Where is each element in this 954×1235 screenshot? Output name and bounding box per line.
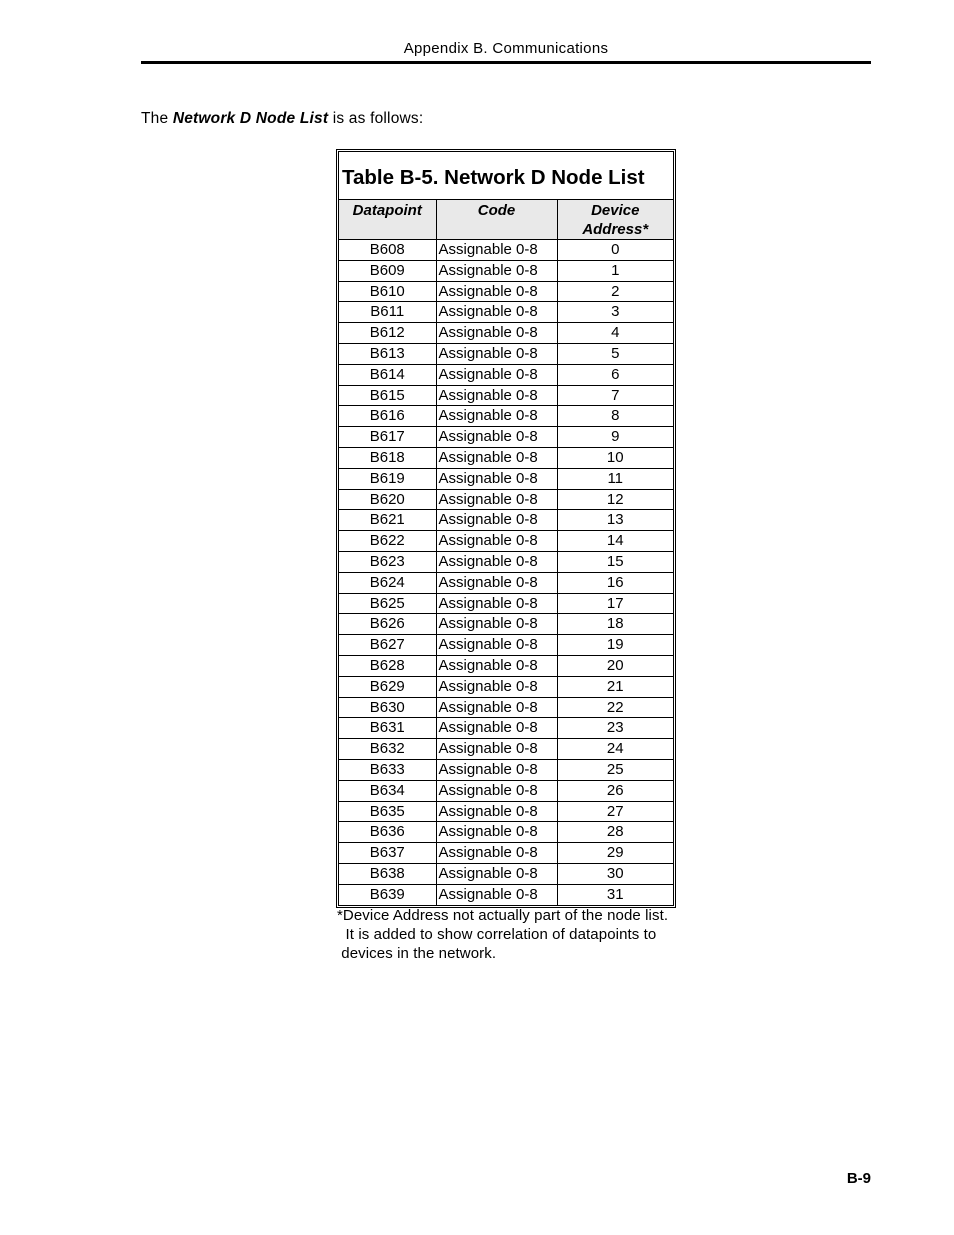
cell-code: Assignable 0-8 bbox=[436, 385, 557, 406]
table-body bbox=[339, 240, 673, 905]
cell-datapoint: B612 bbox=[339, 323, 436, 344]
cell-datapoint: B637 bbox=[339, 843, 436, 864]
cell-datapoint: B620 bbox=[339, 489, 436, 510]
cell-code: Assignable 0-8 bbox=[436, 531, 557, 552]
table-row bbox=[339, 240, 673, 261]
table-row bbox=[339, 572, 673, 593]
cell-datapoint: B635 bbox=[339, 801, 436, 822]
cell-device-address: 9 bbox=[557, 427, 673, 448]
cell-datapoint: B610 bbox=[339, 281, 436, 302]
cell-code: Assignable 0-8 bbox=[436, 343, 557, 364]
cell-code: Assignable 0-8 bbox=[436, 468, 557, 489]
table-row bbox=[339, 759, 673, 780]
table-row bbox=[339, 385, 673, 406]
table-header-row bbox=[339, 200, 673, 240]
cell-device-address: 19 bbox=[557, 635, 673, 656]
page-number: B-9 bbox=[846, 1170, 871, 1187]
cell-code: Assignable 0-8 bbox=[436, 884, 557, 904]
cell-code: Assignable 0-8 bbox=[436, 406, 557, 427]
cell-device-address: 30 bbox=[557, 863, 673, 884]
cell-code: Assignable 0-8 bbox=[436, 635, 557, 656]
cell-datapoint: B608 bbox=[339, 240, 436, 261]
table-row bbox=[339, 635, 673, 656]
intro-before: The bbox=[141, 110, 173, 127]
cell-code: Assignable 0-8 bbox=[436, 739, 557, 760]
cell-device-address: 12 bbox=[557, 489, 673, 510]
cell-datapoint: B639 bbox=[339, 884, 436, 904]
cell-code: Assignable 0-8 bbox=[436, 489, 557, 510]
header-device-address-text: Device Address* bbox=[582, 202, 649, 238]
header-datapoint: Datapoint bbox=[339, 200, 436, 240]
cell-code: Assignable 0-8 bbox=[436, 510, 557, 531]
cell-datapoint: B632 bbox=[339, 739, 436, 760]
cell-device-address: 11 bbox=[557, 468, 673, 489]
cell-code: Assignable 0-8 bbox=[436, 572, 557, 593]
cell-datapoint: B634 bbox=[339, 780, 436, 801]
cell-datapoint: B611 bbox=[339, 302, 436, 323]
cell-datapoint: B609 bbox=[339, 260, 436, 281]
table-row bbox=[339, 468, 673, 489]
table-row bbox=[339, 447, 673, 468]
intro-after: is as follows: bbox=[328, 110, 424, 127]
table-row bbox=[339, 489, 673, 510]
cell-device-address: 7 bbox=[557, 385, 673, 406]
cell-device-address: 20 bbox=[557, 655, 673, 676]
cell-datapoint: B629 bbox=[339, 676, 436, 697]
cell-datapoint: B631 bbox=[339, 718, 436, 739]
cell-datapoint: B616 bbox=[339, 406, 436, 427]
cell-device-address: 31 bbox=[557, 884, 673, 904]
cell-datapoint: B622 bbox=[339, 531, 436, 552]
table-row bbox=[339, 510, 673, 531]
cell-datapoint: B619 bbox=[339, 468, 436, 489]
intro-paragraph bbox=[141, 110, 423, 128]
node-list-table bbox=[339, 200, 673, 905]
table-row bbox=[339, 593, 673, 614]
cell-code: Assignable 0-8 bbox=[436, 676, 557, 697]
cell-code: Assignable 0-8 bbox=[436, 447, 557, 468]
cell-device-address: 26 bbox=[557, 780, 673, 801]
cell-code: Assignable 0-8 bbox=[436, 843, 557, 864]
cell-device-address: 29 bbox=[557, 843, 673, 864]
cell-datapoint: B618 bbox=[339, 447, 436, 468]
cell-code: Assignable 0-8 bbox=[436, 260, 557, 281]
cell-code: Assignable 0-8 bbox=[436, 281, 557, 302]
cell-code: Assignable 0-8 bbox=[436, 759, 557, 780]
footnote-line: *Device Address not actually part of the node list. bbox=[337, 907, 669, 924]
cell-datapoint: B628 bbox=[339, 655, 436, 676]
cell-code: Assignable 0-8 bbox=[436, 697, 557, 718]
cell-device-address: 25 bbox=[557, 759, 673, 780]
header-device-address bbox=[557, 200, 673, 240]
table-row bbox=[339, 323, 673, 344]
cell-device-address: 6 bbox=[557, 364, 673, 385]
table-row bbox=[339, 780, 673, 801]
table-row bbox=[339, 302, 673, 323]
cell-datapoint: B625 bbox=[339, 593, 436, 614]
table-row bbox=[339, 863, 673, 884]
table-row bbox=[339, 884, 673, 904]
cell-device-address: 27 bbox=[557, 801, 673, 822]
cell-device-address: 8 bbox=[557, 406, 673, 427]
cell-datapoint: B614 bbox=[339, 364, 436, 385]
cell-datapoint: B630 bbox=[339, 697, 436, 718]
table-row bbox=[339, 427, 673, 448]
cell-device-address: 22 bbox=[557, 697, 673, 718]
cell-code: Assignable 0-8 bbox=[436, 780, 557, 801]
cell-datapoint: B626 bbox=[339, 614, 436, 635]
header-rule bbox=[141, 61, 871, 64]
cell-datapoint: B617 bbox=[339, 427, 436, 448]
table-row bbox=[339, 739, 673, 760]
cell-code: Assignable 0-8 bbox=[436, 822, 557, 843]
cell-code: Assignable 0-8 bbox=[436, 614, 557, 635]
table-footnote bbox=[337, 906, 717, 963]
cell-device-address: 4 bbox=[557, 323, 673, 344]
cell-code: Assignable 0-8 bbox=[436, 863, 557, 884]
table-row bbox=[339, 281, 673, 302]
footnote-line: It is added to show correlation of datapoints to bbox=[337, 926, 657, 943]
table-row bbox=[339, 655, 673, 676]
cell-code: Assignable 0-8 bbox=[436, 718, 557, 739]
cell-code: Assignable 0-8 bbox=[436, 801, 557, 822]
cell-device-address: 15 bbox=[557, 551, 673, 572]
cell-datapoint: B615 bbox=[339, 385, 436, 406]
table-row bbox=[339, 551, 673, 572]
cell-datapoint: B623 bbox=[339, 551, 436, 572]
cell-device-address: 0 bbox=[557, 240, 673, 261]
table-row bbox=[339, 697, 673, 718]
cell-datapoint: B636 bbox=[339, 822, 436, 843]
cell-device-address: 3 bbox=[557, 302, 673, 323]
cell-device-address: 5 bbox=[557, 343, 673, 364]
cell-device-address: 24 bbox=[557, 739, 673, 760]
cell-datapoint: B633 bbox=[339, 759, 436, 780]
cell-datapoint: B613 bbox=[339, 343, 436, 364]
cell-code: Assignable 0-8 bbox=[436, 427, 557, 448]
table-title: Table B-5. Network D Node List bbox=[339, 152, 673, 200]
cell-device-address: 21 bbox=[557, 676, 673, 697]
node-list-table-frame bbox=[336, 149, 676, 908]
cell-code: Assignable 0-8 bbox=[436, 240, 557, 261]
table-row bbox=[339, 343, 673, 364]
intro-emphasis: Network D Node List bbox=[172, 110, 329, 127]
cell-device-address: 28 bbox=[557, 822, 673, 843]
cell-code: Assignable 0-8 bbox=[436, 302, 557, 323]
running-header: Appendix B. Communications bbox=[403, 40, 609, 57]
cell-datapoint: B624 bbox=[339, 572, 436, 593]
cell-code: Assignable 0-8 bbox=[436, 593, 557, 614]
cell-datapoint: B627 bbox=[339, 635, 436, 656]
table-row bbox=[339, 614, 673, 635]
table-row bbox=[339, 676, 673, 697]
cell-datapoint: B621 bbox=[339, 510, 436, 531]
cell-code: Assignable 0-8 bbox=[436, 323, 557, 344]
header-code: Code bbox=[436, 200, 557, 240]
table-row bbox=[339, 364, 673, 385]
footnote-line: devices in the network. bbox=[337, 945, 497, 962]
table-row bbox=[339, 801, 673, 822]
cell-device-address: 10 bbox=[557, 447, 673, 468]
cell-code: Assignable 0-8 bbox=[436, 551, 557, 572]
table-row bbox=[339, 822, 673, 843]
node-list-table-inner bbox=[338, 151, 674, 906]
cell-device-address: 17 bbox=[557, 593, 673, 614]
cell-code: Assignable 0-8 bbox=[436, 364, 557, 385]
cell-device-address: 16 bbox=[557, 572, 673, 593]
cell-device-address: 2 bbox=[557, 281, 673, 302]
cell-device-address: 23 bbox=[557, 718, 673, 739]
cell-device-address: 13 bbox=[557, 510, 673, 531]
cell-code: Assignable 0-8 bbox=[436, 655, 557, 676]
cell-device-address: 1 bbox=[557, 260, 673, 281]
cell-datapoint: B638 bbox=[339, 863, 436, 884]
cell-device-address: 14 bbox=[557, 531, 673, 552]
table-row bbox=[339, 260, 673, 281]
table-row bbox=[339, 531, 673, 552]
table-row bbox=[339, 406, 673, 427]
table-row bbox=[339, 718, 673, 739]
table-row bbox=[339, 843, 673, 864]
cell-device-address: 18 bbox=[557, 614, 673, 635]
